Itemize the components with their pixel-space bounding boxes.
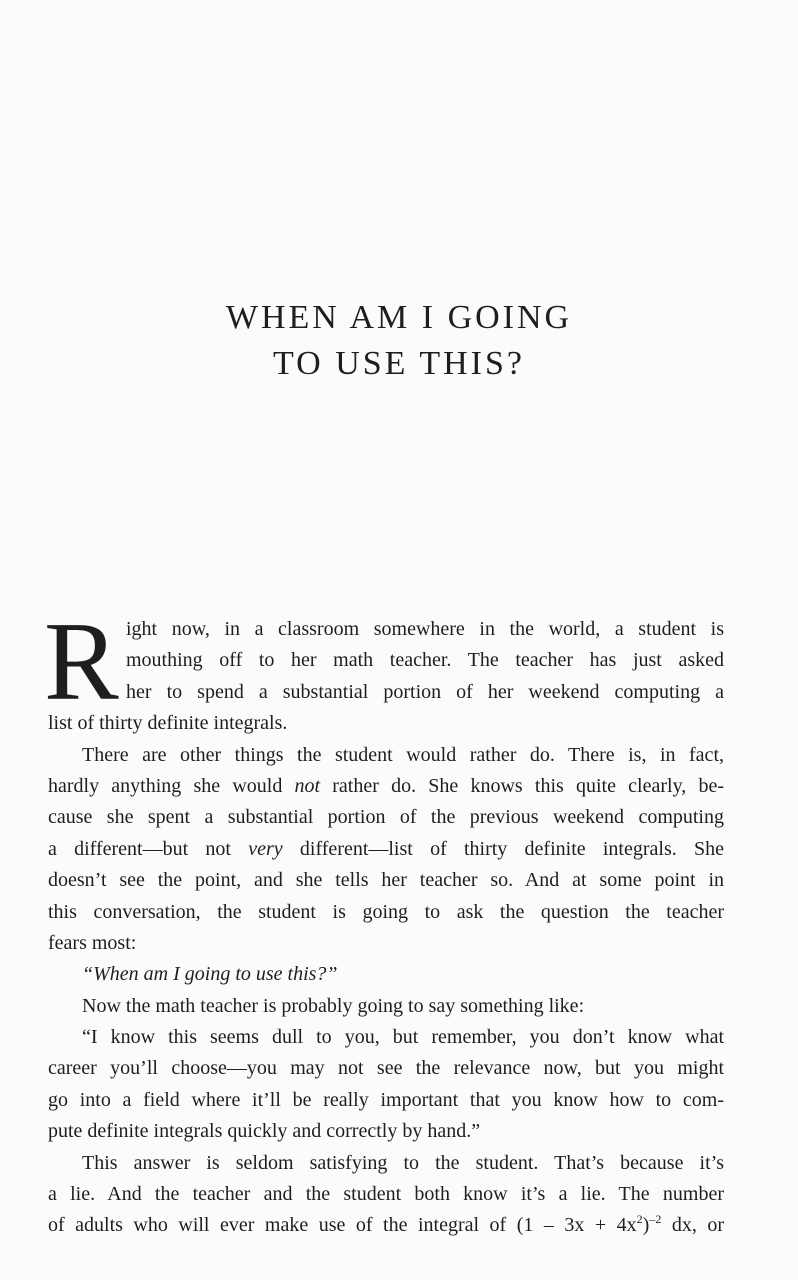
text-run: different—list of thirty definite integrals. She bbox=[282, 837, 724, 860]
emphasis: very bbox=[248, 837, 283, 860]
text-run: rather do. She knows this quite clearly, be- bbox=[320, 774, 724, 797]
paragraph-1-line: mouthing off to her math teacher. The teacher has just asked bbox=[126, 649, 724, 672]
chapter-title-line-2: TO USE THIS? bbox=[273, 345, 525, 382]
paragraph-6-line: This answer is seldom satisfying to the student. That’s because it’s bbox=[82, 1151, 724, 1174]
superscript: –2 bbox=[649, 1212, 662, 1227]
paragraph-5-line: pute definite integrals quickly and correctly by hand.” bbox=[48, 1120, 481, 1143]
body-text bbox=[44, 600, 724, 1242]
paragraph-2-line: fears most: bbox=[48, 931, 137, 954]
drop-cap: R bbox=[44, 600, 119, 724]
paragraph-2-line bbox=[48, 771, 724, 802]
text-run: of adults who will ever make use of the integral of (1 – 3x + 4x bbox=[48, 1214, 637, 1237]
text-run: ) bbox=[642, 1214, 650, 1237]
paragraph-3-line bbox=[48, 959, 724, 990]
paragraph-1-line: her to spend a substantial portion of her weekend computing a bbox=[126, 680, 724, 703]
paragraph-5-line: career you’ll choose—you may not see the relevance now, but you might bbox=[48, 1057, 724, 1080]
text-run: hardly anything she would bbox=[48, 774, 295, 797]
paragraph-2-line: There are other things the student would rather do. There is, in fact, bbox=[82, 743, 724, 766]
paragraph-1-line: list of thirty definite integrals. bbox=[48, 712, 288, 735]
superscript: 2 bbox=[636, 1212, 643, 1227]
quote-emphasis: “When am I going to use this?” bbox=[82, 963, 338, 986]
paragraph-6-line bbox=[48, 1210, 724, 1241]
paragraph-1-line: ight now, in a classroom somewhere in the world, a student is bbox=[126, 618, 724, 640]
text-run: a different—but not bbox=[48, 837, 249, 860]
text-run: dx, or bbox=[661, 1214, 724, 1237]
chapter-title bbox=[0, 295, 798, 387]
paragraph-6-line: a lie. And the teacher and the student both know it’s a lie. The number bbox=[48, 1183, 724, 1206]
emphasis: not bbox=[294, 774, 321, 797]
paragraph-2-line: cause she spent a substantial portion of the previous weekend computing bbox=[48, 806, 724, 829]
paragraph-2-line: doesn’t see the point, and she tells her teacher so. And at some point in bbox=[48, 869, 724, 892]
paragraph-2-line bbox=[48, 834, 724, 865]
paragraph-5-line: go into a field where it’ll be really important that you know how to com- bbox=[48, 1088, 724, 1111]
paragraph-4-line: Now the math teacher is probably going to say something like: bbox=[82, 994, 585, 1017]
chapter-title-line-1: WHEN AM I GOING bbox=[225, 299, 573, 336]
paragraph-5-line: “I know this seems dull to you, but remember, you don’t know what bbox=[82, 1026, 724, 1049]
paragraph-2-line: this conversation, the student is going to ask the question the teacher bbox=[48, 900, 724, 923]
